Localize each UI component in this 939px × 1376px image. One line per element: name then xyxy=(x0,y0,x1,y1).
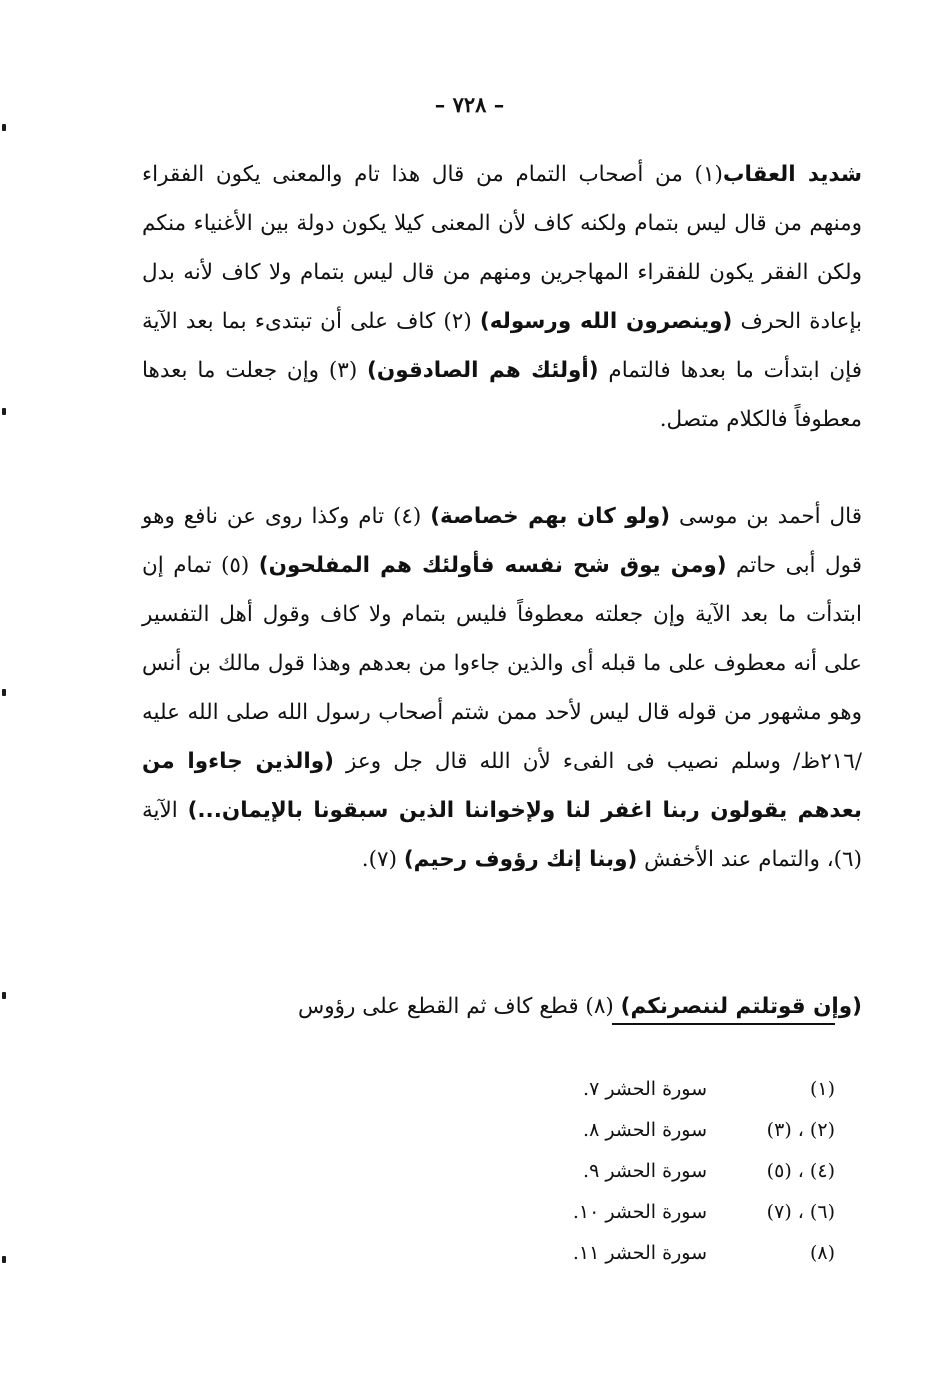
paragraph-text: (٧). xyxy=(361,847,404,872)
quran-quote: (ومن يوق شح نفسه فأولئك هم المفلحون) xyxy=(258,553,727,578)
quran-quote: (ولو كان بهم خصاصة) xyxy=(430,504,671,529)
paragraph-1 xyxy=(142,150,862,444)
footnote-item xyxy=(500,1109,835,1150)
footnotes xyxy=(500,1068,835,1273)
scan-margin-mark xyxy=(2,689,6,696)
footnote-item xyxy=(500,1232,835,1273)
footnote-reference: سورة الحشر ١١. xyxy=(572,1241,707,1264)
footnote-reference: سورة الحشر ١٠. xyxy=(572,1200,707,1223)
quran-quote: (وبنا إنك رؤوف رحيم) xyxy=(403,847,638,872)
quran-quote: (وإن قوتلتم لننصرنكم) xyxy=(620,994,862,1019)
paragraph-text: (٢) كاف على أن تبتدىء بما بعد الآية فإن ابتدأت ما بعدها فالتمام xyxy=(142,309,862,383)
footnote-number: (٦) ، (٧) xyxy=(766,1200,835,1223)
quran-quote: شديد العقاب xyxy=(722,162,862,187)
quran-quote: (والذين جاءوا من بعدهم يقولون ربنا اغفر لنا ولإخواننا الذين سبقونا بالإيمان...) xyxy=(142,749,862,823)
scan-margin-mark xyxy=(2,992,6,999)
footnote-item xyxy=(500,1150,835,1191)
paragraph-text: (٥) تمام إن ابتدأت ما بعد الآية وإن جعلته معطوفاً فليس بتمام ولا كاف وقول أهل التفسير على أنه معطوف على ما قبله أى والذين جاءوا من بعدهم وهذا قول مالك بن أنس وهو مشهور من قوله قال ليس لأحد ممن شتم أصحاب رسول الله صلى الله عليه /٢١٦ظ/ وسلم نصيب فى الفىء لأن الله قال جل وعز xyxy=(142,553,862,774)
paragraph-2 xyxy=(142,492,862,884)
paragraph-text: الآية (٦)، والتمام عند الأخفش xyxy=(142,798,862,872)
paragraph-text: (٨) قطع كاف ثم القطع على رؤوس xyxy=(297,994,621,1019)
footnote-reference: سورة الحشر ٩. xyxy=(583,1159,707,1182)
footnote-separator xyxy=(612,1023,835,1025)
footnote-reference: سورة الحشر ٧. xyxy=(583,1077,707,1100)
scan-margin-mark xyxy=(2,1256,6,1263)
scan-margin-mark xyxy=(2,408,6,415)
footnote-number: (٨) xyxy=(809,1241,835,1264)
footnote-number: (١) xyxy=(809,1077,835,1100)
paragraph-text: (٣) وإن جعلت ما بعدها معطوفاً فالكلام متصل. xyxy=(142,358,862,432)
page-number: – ٧٢٨ – xyxy=(434,92,505,117)
quran-quote: (أولئك هم الصادقون) xyxy=(367,358,599,383)
scan-margin-mark xyxy=(2,124,6,131)
footnote-number: (٤) ، (٥) xyxy=(766,1159,835,1182)
footnote-item xyxy=(500,1068,835,1109)
footnote-item xyxy=(500,1191,835,1232)
paragraph-text: قال أحمد بن موسى xyxy=(670,504,862,529)
paragraph-text: (٤) تام وكذا روى عن نافع وهو قول أبى حاتم xyxy=(142,504,862,578)
footnote-number: (٢) ، (٣) xyxy=(766,1118,835,1141)
footnote-reference: سورة الحشر ٨. xyxy=(583,1118,707,1141)
paragraph-text: (١) من أصحاب التمام من قال هذا تام والمعنى يكون الفقراء ومنهم من قال ليس بتمام ولكنه كاف لأن المعنى كيلا يكون دولة بين الأغنياء منكم ولكن الفقر يكون للفقراء المهاجرين ومنهم من قال ليس بتمام ولا كاف لأنه بدل بإعادة الحرف xyxy=(142,162,862,334)
quran-quote: (وينصرون الله ورسوله) xyxy=(479,309,733,334)
